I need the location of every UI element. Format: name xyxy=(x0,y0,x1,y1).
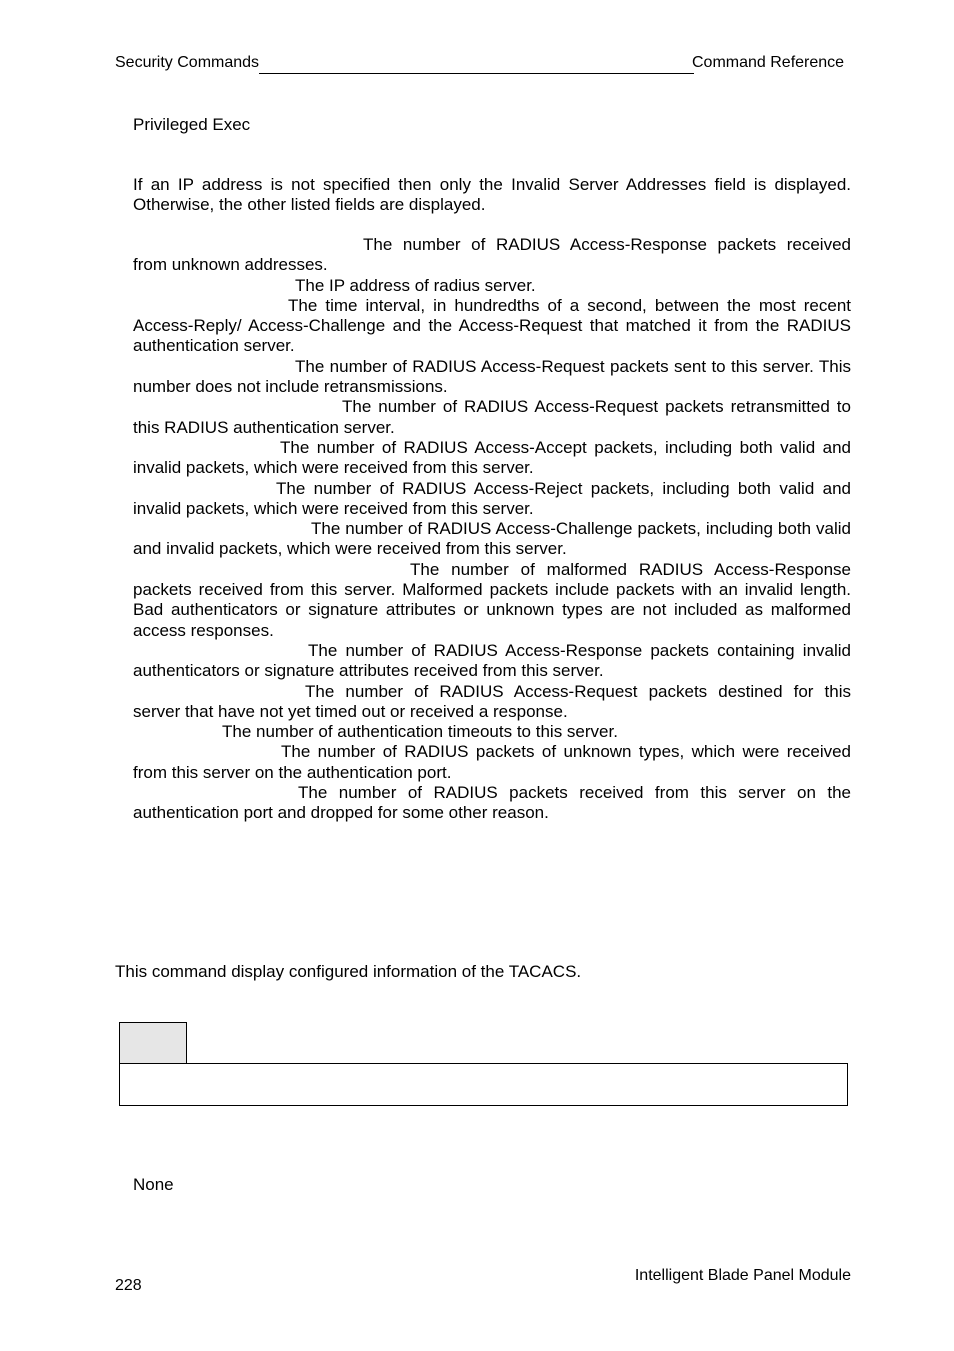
syntax-table-box xyxy=(119,1063,848,1106)
field-description xyxy=(133,397,851,438)
syntax-table-tab xyxy=(119,1022,187,1064)
field-description-text: The IP address of radius server. xyxy=(295,275,536,295)
field-description xyxy=(133,682,851,723)
field-description-text: The time interval, in hundredths of a second, between the most recent Access-Reply/ Access-Challenge and the Access-Request that matched it from the RADIUS authentication server. xyxy=(133,295,851,356)
field-description xyxy=(133,235,851,276)
command-mode: Privileged Exec xyxy=(133,115,251,134)
field-description-text: The number of RADIUS Access-Accept packets, including both valid and invalid packets, which were received from this server. xyxy=(133,437,851,478)
field-description-text: The number of RADIUS Access-Challenge packets, including both valid and invalid packets, which were received from this server. xyxy=(133,519,851,559)
field-description xyxy=(133,519,851,560)
field-description-text: The number of RADIUS packets received from this server on the authentication port and dropped for some other reason. xyxy=(133,783,851,823)
default-value: None xyxy=(133,1175,174,1194)
field-description-text: The number of RADIUS Access-Reject packets, including both valid and invalid packets, which were received from this server. xyxy=(133,478,851,518)
running-header-left: Security Commands xyxy=(115,54,260,71)
field-description xyxy=(133,641,851,682)
field-description xyxy=(133,296,851,357)
field-description xyxy=(133,722,851,742)
field-description-text: The number of authentication timeouts to this server. xyxy=(222,722,618,742)
field-description xyxy=(133,742,851,783)
field-description-text: The number of RADIUS packets of unknown types, which were received from this server on the authentication port. xyxy=(133,742,851,782)
field-description-text: The number of RADIUS Access-Request packets destined for this server that have not yet timed out or received a response. xyxy=(133,681,851,721)
field-description-text: The number of RADIUS Access-Response packets containing invalid authenticators or signature attributes received from this server. xyxy=(133,640,851,681)
product-name: Intelligent Blade Panel Module xyxy=(634,1267,851,1284)
tacacs-description: This command display configured information of the TACACS. xyxy=(115,962,582,981)
field-description xyxy=(133,783,851,824)
field-description xyxy=(133,357,851,398)
field-description xyxy=(133,560,851,641)
header-rule xyxy=(259,73,694,74)
running-header-right: Command Reference xyxy=(692,54,845,71)
field-descriptions xyxy=(133,235,851,824)
field-description xyxy=(133,276,851,296)
field-description-text: The number of RADIUS Access-Request packets retransmitted to this RADIUS authentication server. xyxy=(133,397,851,437)
field-description xyxy=(133,438,851,479)
field-description-text: The number of RADIUS Access-Response packets received from unknown addresses. xyxy=(133,235,851,275)
field-description-text: The number of RADIUS Access-Request packets sent to this server. This number does not include retransmissions. xyxy=(133,356,851,397)
page-number: 228 xyxy=(115,1277,142,1294)
display-note: If an IP address is not specified then only the Invalid Server Addresses field is displayed. Otherwise, the other listed fields are displayed. xyxy=(133,175,851,215)
field-description xyxy=(133,479,851,520)
field-description-text: The number of malformed RADIUS Access-Response packets received from this server. Malformed packets include packets with an invalid length. Bad authenticators or signature attributes or unknown types are not included as malformed access responses. xyxy=(133,559,851,640)
